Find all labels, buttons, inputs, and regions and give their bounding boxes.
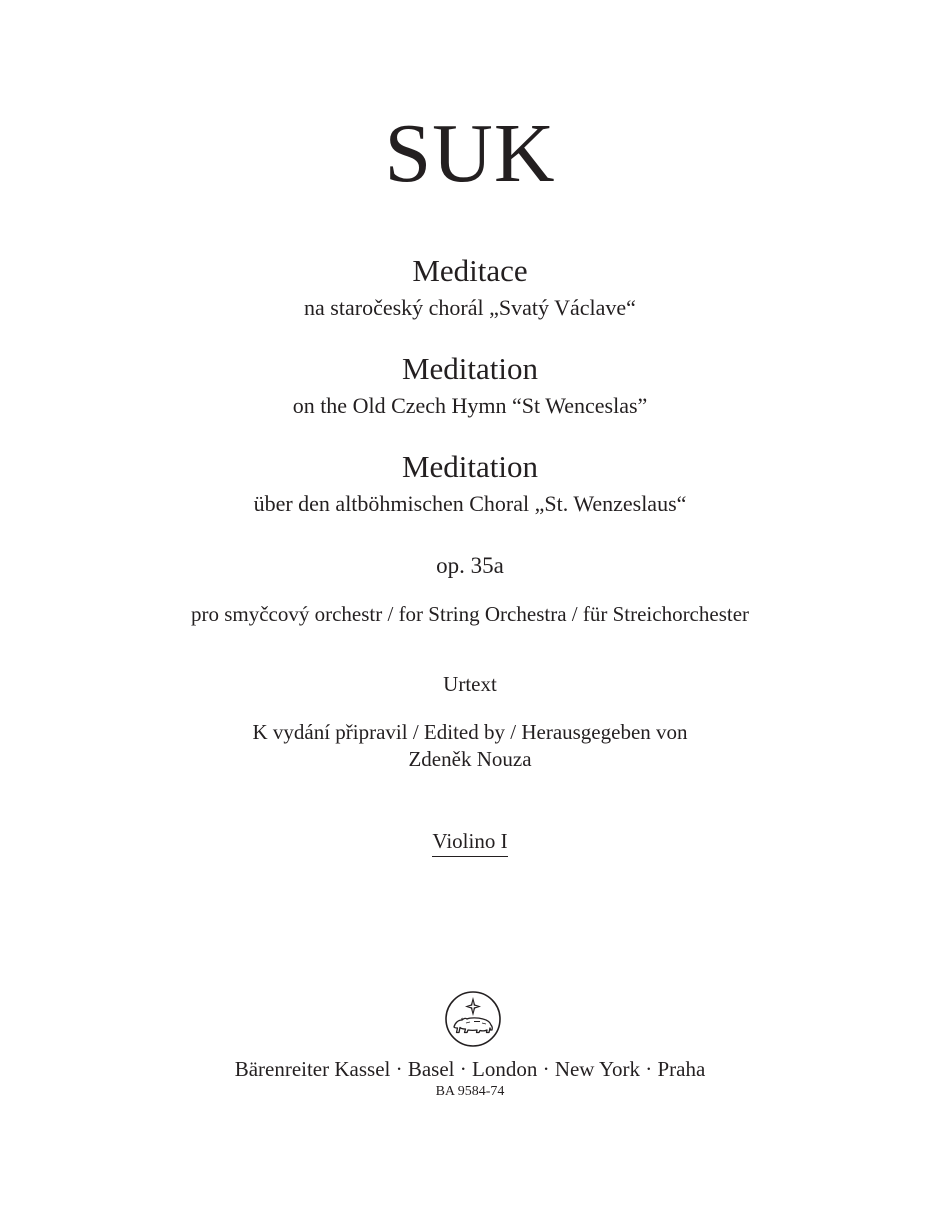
scoring-line: pro smyčcový orchestr / for String Orchestra / für Streichorchester bbox=[190, 602, 750, 626]
edited-by-line: K vydání připravil / Edited by / Herausgegeben von bbox=[252, 720, 688, 744]
subtitle-german: über den altböhmischen Choral „St. Wenzeslaus“ bbox=[253, 491, 687, 516]
baerenreiter-bear-star-icon bbox=[444, 990, 502, 1048]
title-german: Meditation bbox=[401, 449, 539, 484]
composer-name: SUK bbox=[384, 107, 556, 200]
catalog-number: BA 9584-74 bbox=[435, 1084, 505, 1099]
title-czech: Meditace bbox=[412, 253, 528, 288]
part-name bbox=[0, 831, 940, 857]
publisher-imprint: Bärenreiter Kassel · Basel · London · New York · Praha bbox=[234, 1057, 706, 1081]
part-label: Violino I bbox=[432, 831, 507, 857]
editor-name: Zdeněk Nouza bbox=[408, 747, 532, 771]
subtitle-english: on the Old Czech Hymn “St Wenceslas” bbox=[292, 393, 648, 418]
title-english: Meditation bbox=[401, 351, 539, 386]
subtitle-czech: na staročeský chorál „Svatý Václave“ bbox=[304, 295, 636, 320]
opus-number: op. 35a bbox=[436, 553, 504, 578]
urtext-label: Urtext bbox=[443, 672, 497, 696]
